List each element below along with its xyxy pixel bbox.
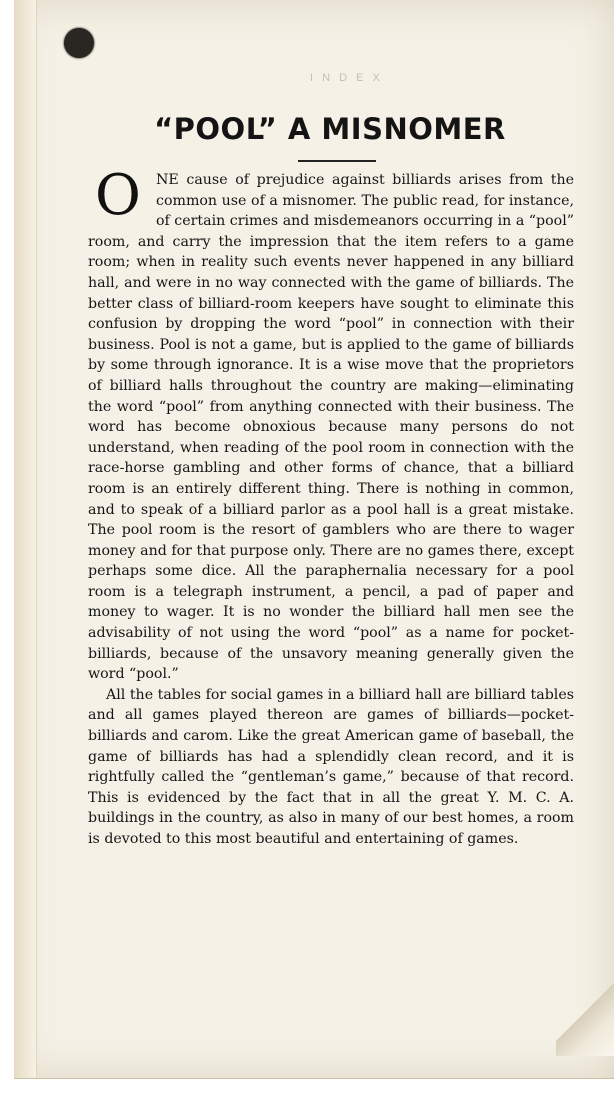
paragraph-2 xyxy=(88,685,574,850)
page-corner-curl xyxy=(556,980,614,1056)
article-title: “POOL” A MISNOMER xyxy=(154,112,506,146)
faint-header-mark: I N D E X xyxy=(310,72,383,84)
article-body xyxy=(88,163,574,850)
punch-hole xyxy=(64,28,94,58)
page-spine xyxy=(14,0,37,1078)
paragraph-1-text: NE cause of prejudice against billiards arises from the common use of a misnomer. The public read, for instance, of certain crimes and misdemeanors occurring in a “pool” room, and carry the impression that the item refers to a game room; when in reality such events never happened in any billiard hall, and were in no way connected with the game of billiards. The better class of billiard-room keepers have sought to eliminate this confusion by dropping the word “pool” in connection with their business. Pool is not a game, but is applied to the game of billiards by some through ignorance. It is a wise move that the proprietors of billiard halls throughout the country are making—eliminating the word “pool” from anything connected with their business. The word has become obnoxious because many persons do not understand, when reading of the pool room in connection with the race-horse gambling and other forms of chance, that a billiard room is an entirely different thing. There is nothing in common, and to speak of a billiard parlor as a pool hall is a great mistake. The pool room is the resort of gamblers who are there to wager money and for that purpose only. There are no games there, except perhaps some dice. All the paraphernalia necessary for a pool room is a telegraph instrument, a pencil, a pad of paper and money to wager. It is no wonder the billiard hall men see the advisability of not using the word “pool” as a name for pocket-billiards, because of the unsavory meaning generally given the word “pool.” xyxy=(88,172,574,683)
drop-cap: O xyxy=(95,163,141,228)
paragraph-2-text: All the tables for social games in a billiard hall are billiard tables and all games played thereon are games of billiards—pocket-billiards and carom. Like the great American game of baseball, the game of billiards has had a splendidly clean record, and it is rightfully called the “gentleman’s game,” because of that record. This is evidenced by the fact that in all the great Y. M. C. A. buildings in the country, as also in many of our best homes, a room is devoted to this most beautiful and entertaining of games. xyxy=(88,686,574,847)
title-rule xyxy=(298,160,376,162)
paragraph-1 xyxy=(88,163,574,685)
